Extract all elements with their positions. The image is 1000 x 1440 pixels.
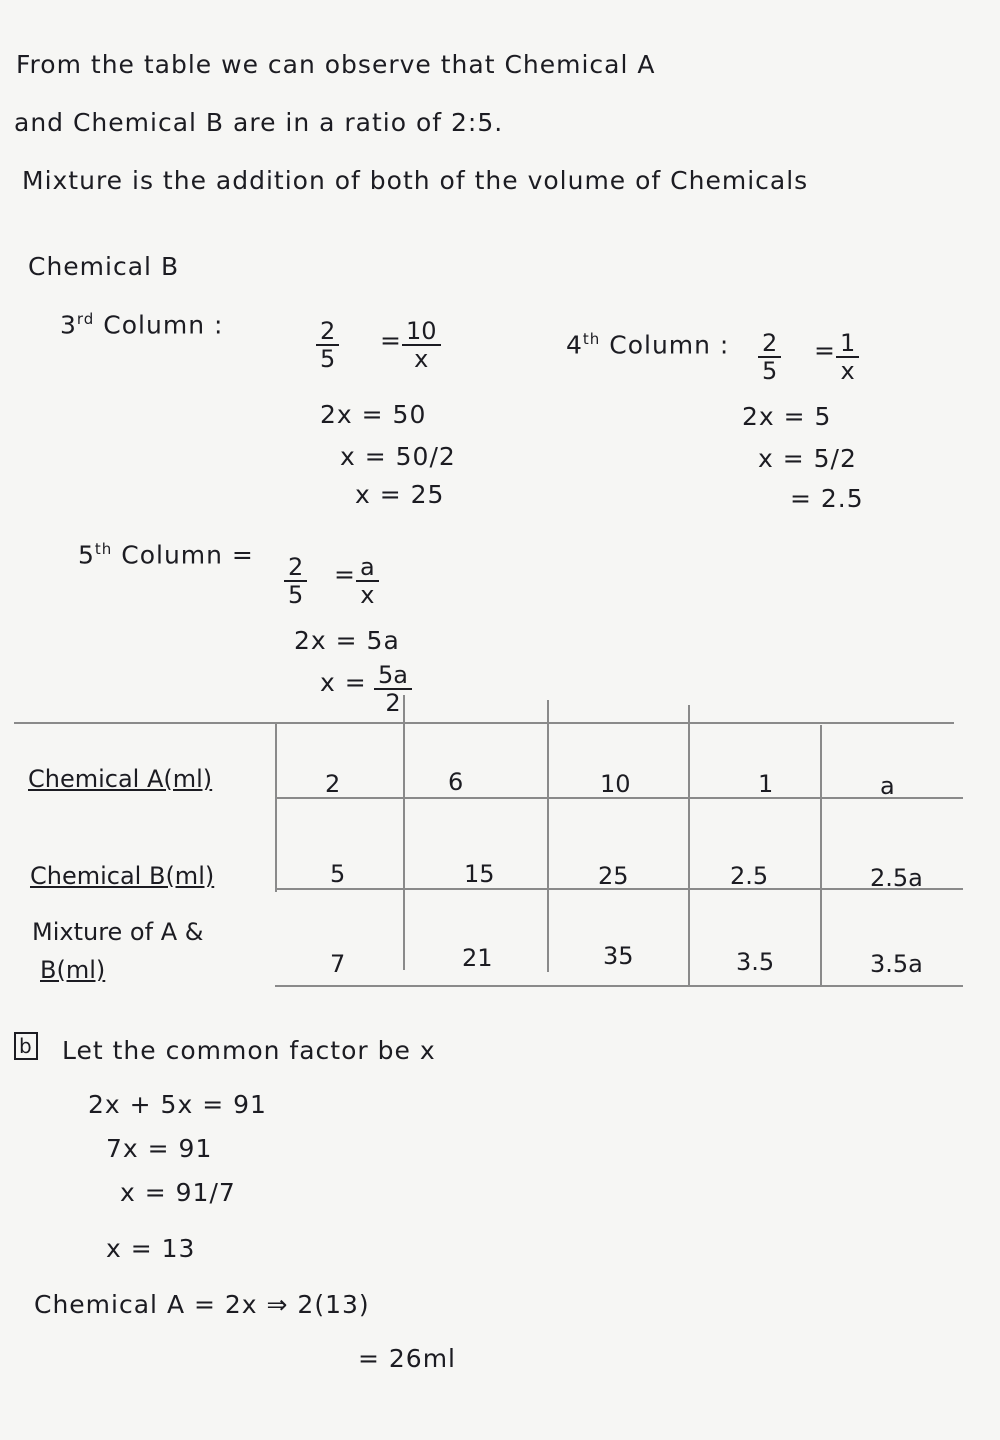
table-cell: 25 xyxy=(598,862,629,890)
table-cell: 2.5a xyxy=(870,864,923,892)
row-label-chemical-a: Chemical A(ml) xyxy=(28,765,213,793)
col5-step: x = xyxy=(320,668,367,697)
section-heading: Chemical B xyxy=(28,252,180,281)
table-cell: 10 xyxy=(600,770,631,798)
table-rule xyxy=(14,722,954,724)
part-b-step: x = 13 xyxy=(106,1234,196,1263)
part-b-final: = 26ml xyxy=(358,1344,457,1373)
col3-label: 3rd Column : xyxy=(60,310,224,340)
col5-rhs-fraction: $\frac{a}{x}$ xyxy=(356,554,379,608)
col4-step: 2x = 5 xyxy=(742,402,832,431)
col4-step: x = 5/2 xyxy=(758,444,857,473)
table-divider xyxy=(403,695,405,970)
intro-line-2: and Chemical B are in a ratio of 2:5. xyxy=(14,108,504,137)
row-label-mixture-cont: B(ml) xyxy=(40,956,106,984)
part-b-step: x = 91/7 xyxy=(120,1178,236,1207)
table-divider xyxy=(547,700,549,972)
col5-equals: = xyxy=(334,560,356,589)
col4-equals: = xyxy=(814,336,836,365)
col4-rhs-fraction: $\frac{1}{x}$ xyxy=(836,330,859,384)
table-cell: a xyxy=(880,772,895,800)
part-b-intro: Let the common factor be x xyxy=(62,1036,436,1065)
col4-step: = 2.5 xyxy=(790,484,864,513)
table-cell: 1 xyxy=(758,770,774,798)
table-rule xyxy=(275,985,963,987)
part-b-step: 7x = 91 xyxy=(106,1134,213,1163)
col5-final-fraction: $\frac{5a}{2}$ xyxy=(374,662,412,716)
col5-step: 2x = 5a xyxy=(294,626,400,655)
table-divider xyxy=(820,725,822,987)
intro-line-1: From the table we can observe that Chemical A xyxy=(16,50,656,79)
table-divider xyxy=(688,705,690,985)
row-label-mixture: Mixture of A & xyxy=(32,918,204,946)
table-cell: 21 xyxy=(462,944,493,972)
row-label-chemical-b: Chemical B(ml) xyxy=(30,862,215,890)
table-cell: 3.5 xyxy=(736,948,775,976)
col5-label: 5th Column = xyxy=(78,540,254,570)
intro-line-3: Mixture is the addition of both of the volume of Chemicals xyxy=(22,166,809,195)
table-cell: 3.5a xyxy=(870,950,923,978)
col3-step: x = 25 xyxy=(355,480,445,509)
table-cell: 6 xyxy=(448,768,464,796)
table-divider xyxy=(275,722,277,892)
col3-step: 2x = 50 xyxy=(320,400,427,429)
part-b-label: b xyxy=(14,1032,38,1060)
table-cell: 7 xyxy=(330,950,346,978)
col3-step: x = 50/2 xyxy=(340,442,456,471)
table-cell: 35 xyxy=(603,942,634,970)
col4-label: 4th Column : xyxy=(566,330,730,360)
col3-equals: = xyxy=(380,326,402,355)
table-cell: 5 xyxy=(330,860,346,888)
table-cell: 2 xyxy=(325,770,341,798)
table-cell: 15 xyxy=(464,860,495,888)
part-b-step: 2x + 5x = 91 xyxy=(88,1090,267,1119)
part-b-result: Chemical A = 2x ⇒ 2(13) xyxy=(34,1290,370,1319)
col3-rhs-fraction: $\frac{10}{x}$ xyxy=(402,318,441,372)
table-cell: 2.5 xyxy=(730,862,769,890)
col5-lhs-fraction: $\frac{2}{5}$ xyxy=(284,554,307,608)
col3-lhs-fraction: $\frac{2}{5}$ xyxy=(316,318,339,372)
col4-lhs-fraction: $\frac{2}{5}$ xyxy=(758,330,781,384)
